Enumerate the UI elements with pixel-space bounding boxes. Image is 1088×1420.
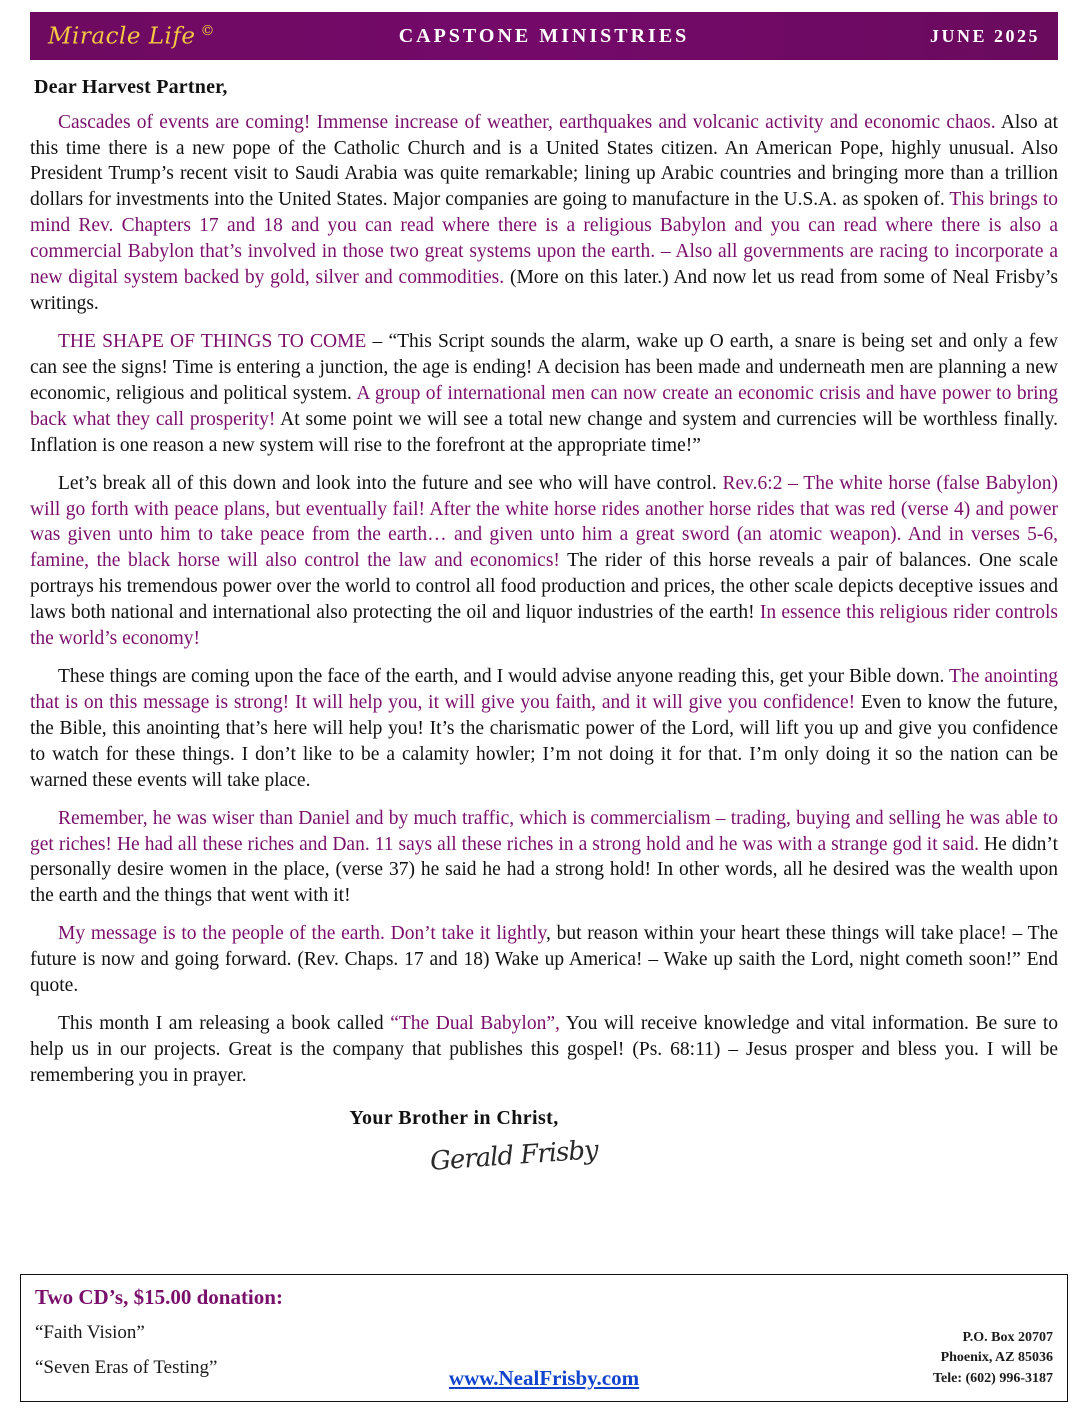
p7-text-a: This month I am releasing a book called bbox=[58, 1013, 391, 1035]
p7-book-title: “The Dual Babylon”, bbox=[390, 1013, 560, 1035]
paragraph-7 bbox=[30, 1011, 1058, 1089]
p6-text-b: , but reason within your heart these things will take place! – The future is now and going forward. (Rev. Chaps. 17 and 18) Wake up America! – Wake up saith the Lord, night cometh soon!” End quote. bbox=[30, 923, 1058, 997]
cd-offer-title: Two CD’s, $15.00 donation: bbox=[35, 1285, 283, 1309]
copyright-symbol: © bbox=[200, 22, 216, 39]
section-heading-shape-of-things: THE SHAPE OF THINGS TO COME bbox=[58, 330, 367, 352]
p2-highlight-b: A group of international men can now create an economic crisis and have power to bring back what they call prosperity! bbox=[30, 382, 1058, 430]
p1-text-d: (More on this later.) And now let us read from some of Neal Frisby’s writings. bbox=[30, 267, 1058, 315]
p6-highlight-a: My message is to the people of the earth. Don’t take it lightly bbox=[58, 923, 546, 945]
paragraph-6 bbox=[30, 921, 1058, 999]
paragraph-5 bbox=[30, 806, 1058, 910]
paragraph-2 bbox=[30, 329, 1058, 459]
address-telephone: Tele: (602) 996-3187 bbox=[932, 1370, 1053, 1386]
signature-block bbox=[30, 1105, 1058, 1181]
p1-text-b: Also at this time there is a new pope of the Catholic Church and is a United States citizen. An American Pope, highly unusual. Also President Trump’s recent visit to Saudi Arabia was quite remarkable; lining up Arabic countries and bringing more than a trillion dollars for investments into the United States. Major companies are going to manufacture in the U.S.A. as spoken of. bbox=[30, 111, 1058, 211]
issue-date: JUNE 2025 bbox=[929, 25, 1040, 46]
paragraph-4 bbox=[30, 664, 1058, 794]
p2-text-a: – “This Script sounds the alarm, wake up O earth, a snare is being set and only a few can see the signs! Time is entering a junction, the age is ending! A decision has been made and underneath men are planning a new economic, religious and political system. bbox=[30, 330, 1059, 404]
footer-offer-box bbox=[20, 1274, 1068, 1402]
cd-item-2: “Seven Eras of Testing” bbox=[35, 1357, 218, 1378]
ministry-title: CAPSTONE MINISTRIES bbox=[398, 24, 690, 47]
closing-line: Your Brother in Christ, bbox=[349, 1106, 559, 1129]
masthead-brand bbox=[48, 23, 215, 50]
paragraph-1 bbox=[30, 110, 1058, 317]
letter-body bbox=[30, 74, 1058, 1181]
brand-name: Miracle Life bbox=[48, 23, 196, 50]
p4-text-c: Even to know the future, the Bible, this anointing that’s here will help you! It’s the charismatic power of the Lord, will lift you up and give you confidence to watch for these things. I don’t like to be a calamity howler; I’m not doing it for that. I’m only doing it so the nation can be warned these events will take place. bbox=[30, 691, 1058, 791]
p5-text-b: He didn’t personally desire women in the place, (verse 37) he said he had a strong hold! In other words, all he desired was the wealth upon the earth and the things that went with it! bbox=[30, 833, 1058, 907]
cd-item-1: “Faith Vision” bbox=[35, 1322, 145, 1343]
newsletter-page bbox=[0, 12, 1088, 1420]
p7-text-c: You will receive knowledge and vital information. Be sure to help us in our projects. Great is the company that publishes this gospel! (Ps. 68:11) – Jesus prosper and bless you. I will be remembering you in prayer. bbox=[30, 1013, 1058, 1086]
address-po-box: P.O. Box 20707 bbox=[962, 1330, 1053, 1346]
p3-highlight-b: Rev.6:2 – The white horse (false Babylon) will go forth with peace plans, but eventually fail! After the white horse rides another horse rides that was red (verse 4) and power was given unto him to take peace from the earth… and given unto him a great sword (an atomic weapon). And in verses 5-6, famine, the black horse will also control the law and economics! bbox=[30, 472, 1059, 572]
p3-text-a: Let’s break all of this down and look into the future and see who will have control. bbox=[58, 472, 723, 494]
p5-highlight-a: Remember, he was wiser than Daniel and by much traffic, which is commercialism – trading, buying and selling he was able to get riches! He had all these riches and Dan. 11 says all these riches in a strong hold and he was with a strange god it said. bbox=[30, 807, 1058, 855]
p4-highlight-b: The anointing that is on this message is strong! It will help you, it will give you faith, and it will give you confidence! bbox=[30, 666, 1059, 713]
p2-text-c: At some point we will see a total new change and system and currencies will be worthless finally. Inflation is one reason a new system will rise to the forefront at the appropriate time!” bbox=[30, 408, 1058, 456]
p3-highlight-d: In essence this religious rider controls the world’s economy! bbox=[30, 602, 1058, 650]
address-city-state: Phoenix, AZ 85036 bbox=[940, 1350, 1053, 1366]
p3-text-c: The rider of this horse reveals a pair of balances. One scale portrays his tremendous power over the world to control all food production and prices, the other scale depicts deceptive issues and laws both national and international also protecting the oil and liquor industries of the earth! bbox=[30, 550, 1058, 624]
p1-highlight-c: This brings to mind Rev. Chapters 17 and 18 and you can read where there is a religious Babylon and you can read where there is also a commercial Babylon that’s involved in those two great systems upon the earth. – Also all governments are racing to incorporate a new digital system backed by gold, silver and commodities. bbox=[30, 189, 1058, 289]
signature-script: Gerald Frisby bbox=[429, 1135, 599, 1178]
paragraph-3 bbox=[30, 471, 1058, 652]
website-link[interactable]: www.NealFrisby.com bbox=[448, 1366, 640, 1390]
p1-highlight-a: Cascades of events are coming! Immense increase of weather, earthquakes and volcanic activity and economic chaos. bbox=[58, 111, 996, 133]
salutation: Dear Harvest Partner, bbox=[34, 76, 228, 98]
p4-text-a: These things are coming upon the face of the earth, and I would advise anyone reading this, get your Bible down. bbox=[58, 666, 950, 688]
page-header bbox=[30, 12, 1058, 60]
